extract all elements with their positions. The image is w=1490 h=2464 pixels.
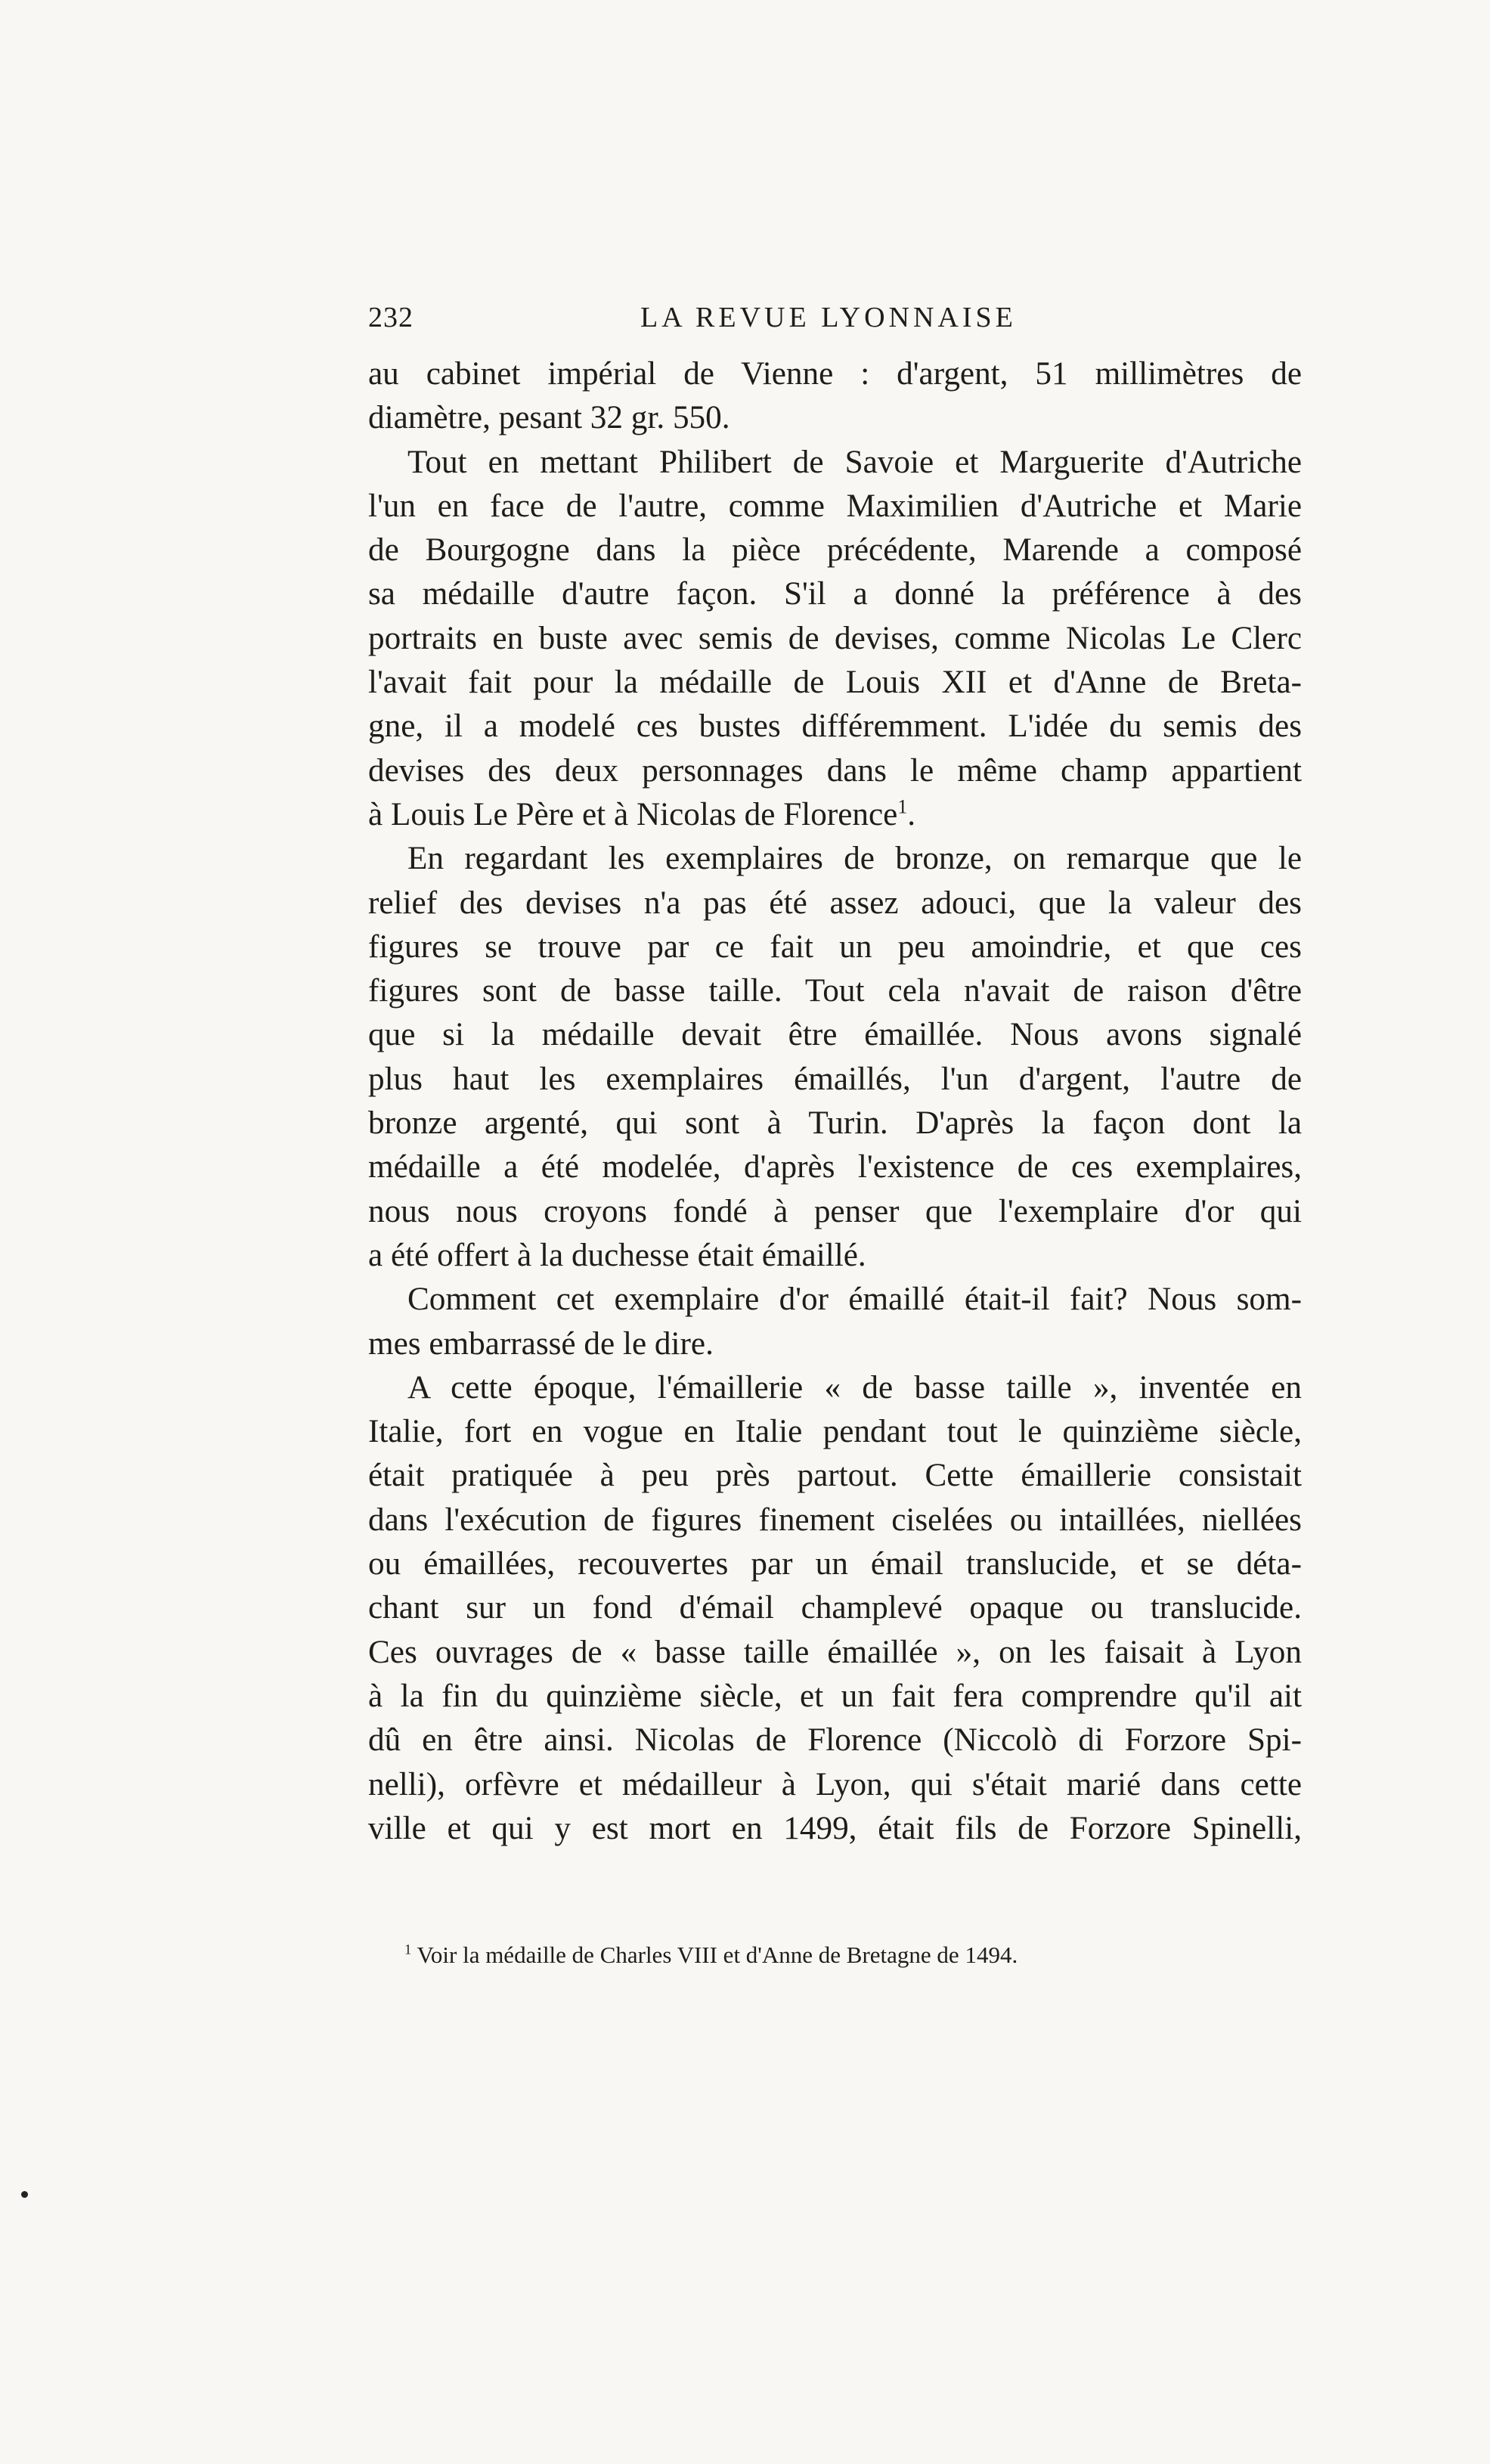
text-line: portraits en buste avec semis de devises, comme Nicolas Le Clerc <box>368 620 1302 656</box>
text-line: relief des devises n'a pas été assez adouci, que la valeur des <box>368 885 1302 921</box>
text-line: mes embarrassé de le dire. <box>368 1325 714 1362</box>
text-line: sa médaille d'autre façon. S'il a donné la préférence à des <box>368 576 1302 612</box>
text-line: A cette époque, l'émaillerie « de basse taille », inventée en <box>407 1369 1302 1406</box>
text-line: nelli), orfèvre et médailleur à Lyon, qui s'était marié dans cette <box>368 1766 1302 1802</box>
paragraph-2 <box>368 441 1302 838</box>
page-header <box>368 301 1052 343</box>
text-line: figures se trouve par ce fait un peu amoindrie, et que ces <box>368 928 1302 965</box>
text-line: médaille a été modelée, d'après l'existence de ces exemplaires, <box>368 1149 1302 1186</box>
text-line: l'un en face de l'autre, comme Maximilien d'Autriche et Marie <box>368 488 1302 524</box>
text-line: au cabinet impérial de Vienne : d'argent, 51 millimètres de <box>368 356 1302 392</box>
text-line-content: à Louis Le Père et à Nicolas de Florence <box>368 796 898 832</box>
text-line-with-footnote <box>368 793 1302 837</box>
page-number: 232 <box>368 302 414 333</box>
text-line: devises des deux personnages dans le même champ appartient <box>368 752 1302 789</box>
running-head: LA REVUE LYONNAISE <box>640 302 1017 333</box>
text-line: plus haut les exemplaires émaillés, l'un d'argent, l'autre de <box>368 1061 1302 1097</box>
text-line: de Bourgogne dans la pièce précédente, Marende a composé <box>368 532 1302 569</box>
text-line: En regardant les exemplaires de bronze, on remarque que le <box>407 841 1302 877</box>
ink-speck <box>21 2191 28 2198</box>
text-line: que si la médaille devait être émaillée. Nous avons signalé <box>368 1017 1302 1053</box>
text-line: était pratiquée à peu près partout. Cette émaillerie consistait <box>368 1458 1302 1494</box>
text-line: à la fin du quinzième siècle, et un fait fera comprendre qu'il ait <box>368 1678 1302 1714</box>
sentence-end: . <box>907 796 916 832</box>
text-line: nous nous croyons fondé à penser que l'exemplaire d'or qui <box>368 1193 1302 1229</box>
text-line: Italie, fort en vogue en Italie pendant tout le quinzième siècle, <box>368 1414 1302 1450</box>
text-line: l'avait fait pour la médaille de Louis XII et d'Anne de Breta- <box>368 665 1302 701</box>
text-line: figures sont de basse taille. Tout cela n'avait de raison d'être <box>368 973 1302 1009</box>
text-line: dû en être ainsi. Nicolas de Florence (Niccolò di Forzore Spi- <box>368 1722 1302 1759</box>
footnote-number: 1 <box>404 1942 412 1958</box>
text-line: bronze argenté, qui sont à Turin. D'après la façon dont la <box>368 1105 1302 1142</box>
footnote <box>404 1942 1312 1969</box>
text-line: Tout en mettant Philibert de Savoie et Marguerite d'Autriche <box>407 444 1302 480</box>
text-line: chant sur un fond d'émail champlevé opaque ou translucide. <box>368 1590 1302 1626</box>
paragraph-5 <box>368 1366 1302 1851</box>
text-line: dans l'exécution de figures finement ciselées ou intaillées, niellées <box>368 1502 1302 1538</box>
text-line: diamètre, pesant 32 gr. 550. <box>368 400 730 436</box>
footnote-text: Voir la médaille de Charles VIII et d'Anne de Bretagne de 1494. <box>417 1942 1018 1968</box>
paragraph-3 <box>368 837 1302 1278</box>
text-line: Ces ouvrages de « basse taille émaillée », on les faisait à Lyon <box>368 1634 1302 1670</box>
text-line: gne, il a modelé ces bustes différemment. L'idée du semis des <box>368 708 1302 745</box>
footnote-reference[interactable]: 1 <box>897 795 908 818</box>
text-line: ville et qui y est mort en 1499, était fils de Forzore Spinelli, <box>368 1810 1302 1846</box>
text-line: Comment cet exemplaire d'or émaillé était-il fait? Nous som- <box>407 1282 1302 1318</box>
body-text <box>368 352 1302 1851</box>
paragraph-4 <box>368 1278 1302 1366</box>
text-line: ou émaillées, recouvertes par un émail translucide, et se déta- <box>368 1546 1302 1582</box>
text-line: a été offert à la duchesse était émaillé. <box>368 1237 866 1273</box>
paragraph-1 <box>368 352 1302 441</box>
